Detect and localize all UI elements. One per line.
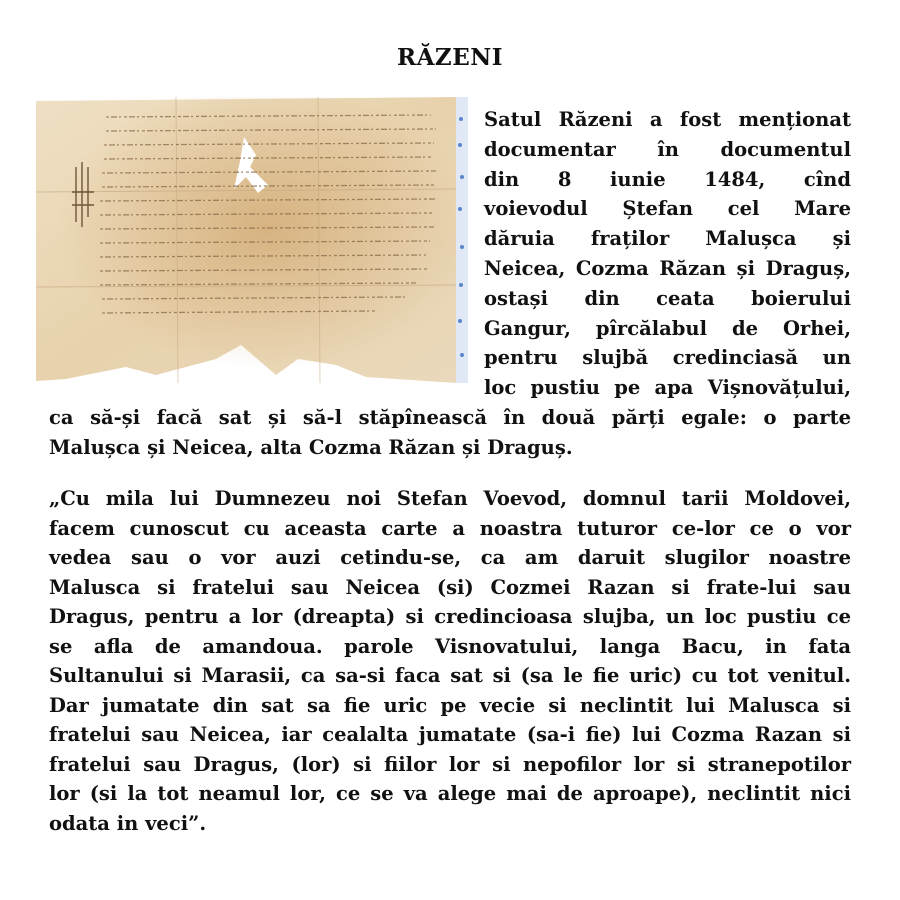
text-line: loc pustiu pe apa Vișnovățului, (484, 376, 851, 400)
text-line: Malușca și Neicea, alta Cozma Răzan și Draguș. (49, 435, 573, 459)
text-line: Satul Răzeni a fost menționat (484, 108, 851, 131)
text-line: Malusca si fratelui sau Neicea (si) Cozmei Razan si frate-lui sau (49, 575, 851, 599)
text-line: Neicea, Cozma Răzan și Draguș, (484, 256, 851, 280)
text-line: odata in veci”. (49, 811, 207, 835)
intro-paragraph-continuation (49, 403, 851, 463)
text-line: Dar jumatate din sat sa fie uric pe vecie si neclintit lui Malusca si (49, 693, 851, 717)
text-line: fratelui sau Neicea, iar cealalta jumatate (sa-i fie) lui Cozma Razan si (49, 723, 851, 746)
intro-paragraph-beside-image (484, 105, 851, 403)
page-title: RĂZENI (396, 44, 504, 71)
text-line: facem cunoscut cu aceasta carte a noastra tuturor ce-lor ce o vor (49, 516, 851, 540)
old-parchment-document-icon (36, 97, 468, 383)
text-line: ostași din ceata boierului (484, 286, 851, 310)
text-line: pentru slujbă credinciasă un (484, 346, 851, 370)
text-line: ca să-și facă sat și să-l stăpînească în două părți egale: o parte (49, 406, 851, 429)
text-line: Dragus, pentru a lor (dreapta) si credincioasa slujba, un loc pustiu ce (49, 605, 851, 628)
quoted-charter-paragraph (49, 484, 851, 838)
text-line: fratelui sau Dragus, (lor) si fiilor lor si nepofilor lor si stranepotilor (49, 752, 851, 776)
text-line: dăruia fraților Malușca și (484, 227, 851, 251)
text-line: se afla de amandoua. parole Visnovatului, langa Bacu, in fata (49, 634, 851, 658)
text-line: voievodul Ștefan cel Mare (484, 197, 851, 221)
text-line: „Cu mila lui Dumnezeu noi Stefan Voevod, domnul tarii Moldovei, (49, 487, 851, 510)
text-line: lor (si la tot neamul lor, ce se va alege mai de aproape), neclintit nici (49, 782, 851, 805)
parchment-image (36, 97, 468, 383)
text-line: Sultanului si Marasii, ca sa-si faca sat si (sa le fie uric) cu tot venitul. (49, 664, 851, 687)
text-line: documentar în documentul (484, 137, 851, 161)
text-line: Gangur, pîrcălabul de Orhei, (484, 316, 851, 340)
text-line: vedea sau o vor auzi cetindu-se, ca am daruit slugilor noastre (49, 546, 851, 569)
text-line: din 8 iunie 1484, cînd (484, 167, 851, 191)
